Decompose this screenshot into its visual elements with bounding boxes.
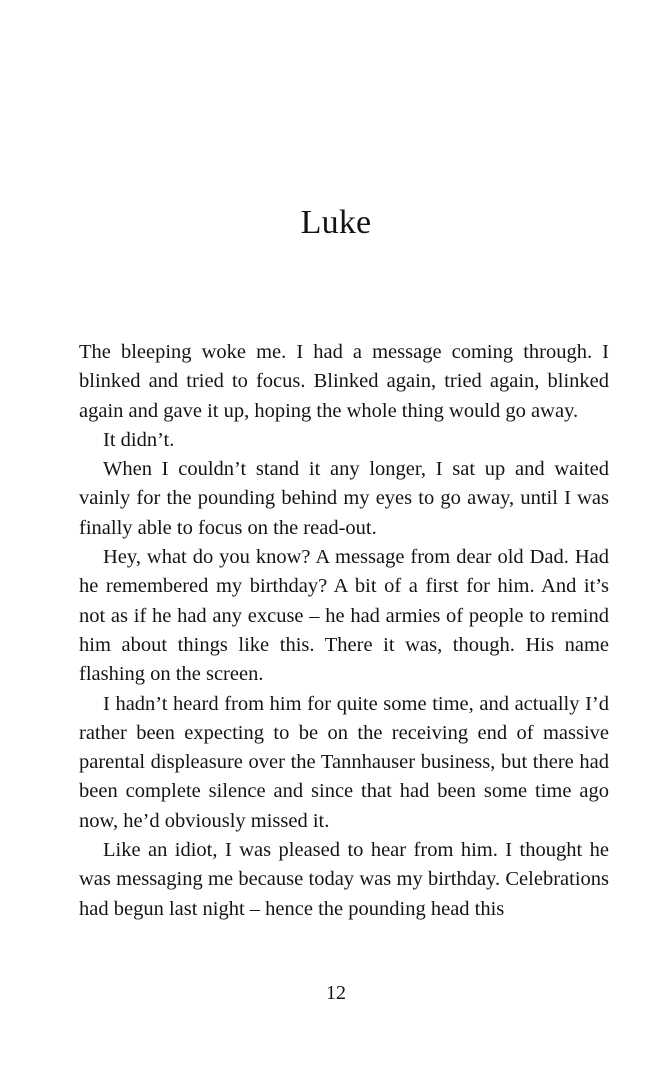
paragraph: The bleeping woke me. I had a message coming through. I blinked and tried to focus. Blinked again, tried again, blinked again and gave it up, hoping the whole thing would go away. — [79, 341, 609, 422]
page-number: 12 — [326, 982, 346, 1004]
paragraph: It didn’t. — [103, 428, 175, 451]
paragraph: When I couldn’t stand it any longer, I sat up and waited vainly for the pounding behind my eyes to go away, until I was finally able to focus on the read-out. — [79, 458, 609, 539]
paragraph: Hey, what do you know? A message from dear old Dad. Had he remembered my birthday? A bit of a first for him. And it’s not as if he had any excuse – he had armies of people to remind him about things like this. There it was, though. His name flashing on the screen. — [79, 546, 609, 686]
body-text — [79, 338, 609, 924]
chapter-title: Luke — [300, 204, 372, 241]
paragraph: I hadn’t heard from him for quite some time, and actually I’d rather been expecting to be on the receiving end of massive parental displeasure over the Tannhauser business, but there had been complete silence and since that had been some time ago now, he’d obviously missed it. — [79, 692, 609, 832]
paragraph: Like an idiot, I was pleased to hear from him. I thought he was messaging me because today was my birthday. Celebrations had begun last night – hence the pounding head this — [79, 839, 609, 920]
